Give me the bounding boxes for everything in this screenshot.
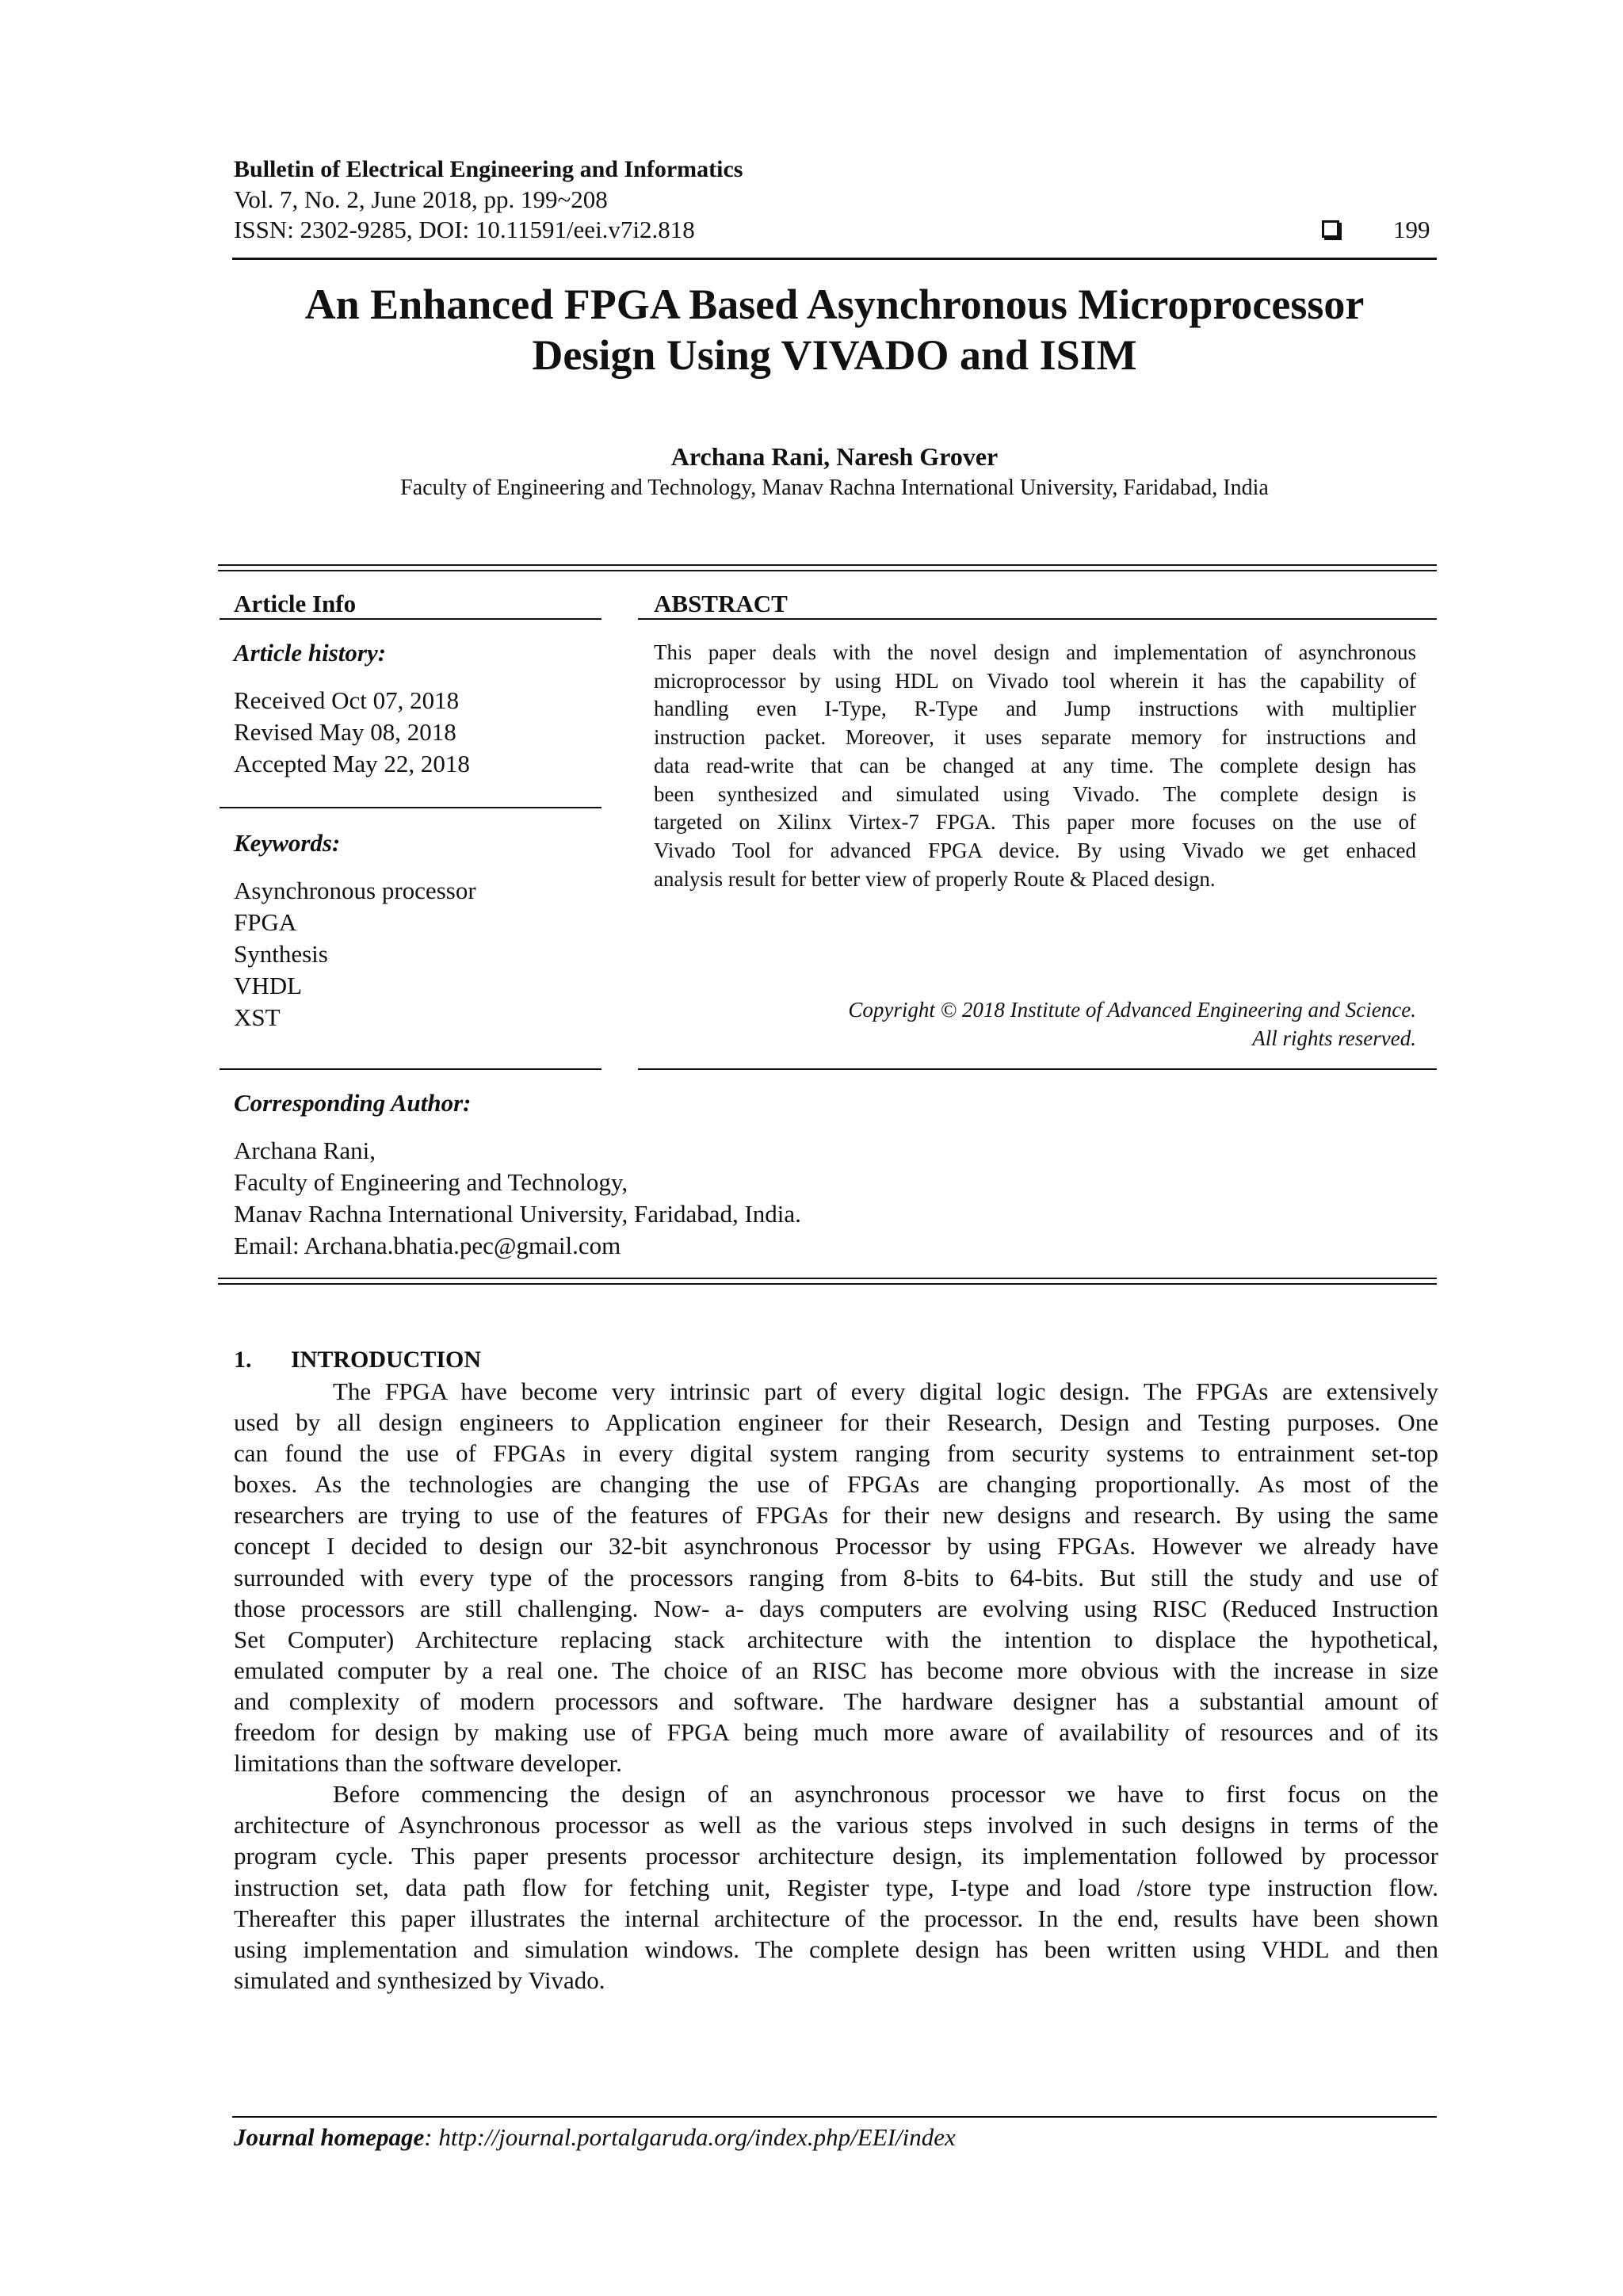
author-detail-line: Faculty of Engineering and Technology,: [234, 1168, 628, 1196]
journal-issn: ISSN: 2302-9285, DOI: 10.11591/eei.v7i2.818: [234, 216, 695, 243]
body-line: simulated and synthesized by Vivado.: [234, 1966, 605, 1994]
info-box-bottom-rule: [218, 1278, 1437, 1285]
abstract-line: Vivado Tool for advanced FPGA device. By using Vivado we get enhaced: [654, 838, 1416, 862]
copyright-notice: [654, 995, 1416, 1052]
article-info-heading: Article Info: [234, 590, 357, 617]
abstract-text: [654, 639, 1416, 893]
corresponding-author-details: [234, 1135, 801, 1262]
page-number: 199: [1393, 216, 1430, 243]
journal-volume: Vol. 7, No. 2, June 2018, pp. 199~208: [234, 185, 608, 213]
body-line: Set Computer) Architecture replacing stack architecture with the intention to displace the hypothetical,: [234, 1625, 1438, 1653]
keywords-end-rule: [220, 1068, 601, 1070]
abstract-line: instruction packet. Moreover, it uses separate memory for instructions and: [654, 725, 1416, 750]
article-history-list: [234, 685, 470, 780]
body-line: researchers are trying to use of the features of FPGAs for their new designs and research. By using the same: [234, 1501, 1438, 1530]
abstract-line: handling even I-Type, R-Type and Jump instructions with multiplier: [654, 697, 1416, 721]
body-line: The FPGA have become very intrinsic part of every digital logic design. The FPGAs are extensively: [333, 1377, 1438, 1405]
body-line: concept I decided to design our 32-bit asynchronous Processor by using FPGAs. However we already have: [234, 1532, 1438, 1561]
keyword-item: XST: [234, 1003, 281, 1031]
header-rule: [232, 258, 1437, 260]
corresponding-author-heading: Corresponding Author:: [234, 1089, 472, 1117]
footer-rule: [232, 2116, 1437, 2118]
author-email: Email: Archana.bhatia.pec@gmail.com: [234, 1232, 621, 1259]
body-line: instruction set, data path flow for fetching unit, Register type, I-type and load /store type instruction flow.: [234, 1873, 1438, 1901]
body-line: emulated computer by a real one. The choice of an RISC has become more obvious with the increase in size: [234, 1656, 1438, 1684]
keywords-heading: Keywords:: [234, 829, 341, 857]
section-number: 1.: [234, 1347, 252, 1373]
abstract-line: analysis result for better view of properly Route & Placed design.: [654, 866, 1216, 891]
body-line: boxes. As the technologies are changing the use of FPGAs are changing proportionally. As most of the: [234, 1470, 1438, 1499]
abstract-line: been synthesized and simulated using Vivado. The complete design is: [654, 781, 1416, 806]
abstract-rule: [638, 618, 1437, 620]
body-line: limitations than the software developer.: [234, 1749, 622, 1778]
body-line: can found the use of FPGAs in every digital system ranging from security systems to entrainment set-top: [234, 1439, 1438, 1468]
body-line: architecture of Asynchronous processor as well as the various steps involved in such designs in terms of the: [234, 1811, 1438, 1839]
introduction-body: [234, 1376, 1438, 1996]
history-item: Revised May 08, 2018: [234, 718, 456, 746]
copyright-line: All rights reserved.: [1252, 1026, 1416, 1050]
abstract-line: microprocessor by using HDL on Vivado tool wherein it has the capability of: [654, 668, 1416, 693]
body-line: surrounded with every type of the processors ranging from 8-bits to 64-bits. But still the study and use of: [234, 1563, 1438, 1591]
abstract-end-rule: [638, 1068, 1437, 1070]
author-detail-line: Manav Rachna International University, Faridabad, India.: [234, 1200, 801, 1228]
title-line: Design Using VIVADO and ISIM: [532, 331, 1137, 379]
journal-homepage-label: Journal homepage: [234, 2123, 425, 2151]
article-info-rule: [220, 618, 601, 620]
author-detail-line: Archana Rani,: [234, 1137, 376, 1164]
abstract-line: data read-write that can be changed at any time. The complete design has: [654, 753, 1416, 777]
info-box-top-rule: [218, 564, 1437, 571]
body-line: those processors are still challenging. Now- a- days computers are evolving using RISC (Reduced Instruction: [234, 1594, 1438, 1622]
copyright-line: Copyright © 2018 Institute of Advanced Engineering and Science.: [848, 998, 1416, 1022]
keywords-list: [234, 875, 476, 1033]
body-line: Before commencing the design of an asynchronous processor we have to first focus on the: [333, 1780, 1438, 1809]
keyword-item: Asynchronous processor: [234, 877, 476, 904]
body-line: and complexity of modern processors and software. The hardware designer has a substantial amount of: [234, 1687, 1438, 1715]
journal-homepage: [234, 2122, 956, 2153]
body-line: program cycle. This paper presents processor architecture design, its implementation followed by processor: [234, 1842, 1438, 1870]
keyword-item: FPGA: [234, 908, 297, 936]
keywords-rule: [220, 807, 601, 808]
abstract-line: targeted on Xilinx Virtex-7 FPGA. This paper more focuses on the use of: [654, 810, 1416, 835]
history-item: Accepted May 22, 2018: [234, 750, 470, 777]
keyword-item: VHDL: [234, 972, 303, 999]
section-title: INTRODUCTION: [291, 1347, 482, 1373]
article-history-heading: Article history:: [234, 639, 387, 667]
body-line: Thereafter this paper illustrates the internal architecture of the processor. In the end, results have been shown: [234, 1904, 1438, 1932]
journal-homepage-url[interactable]: : http://journal.portalgaruda.org/index.php/EEI/index: [424, 2123, 956, 2151]
affiliation: Faculty of Engineering and Technology, Manav Rachna International University, Faridabad, India: [400, 476, 1269, 500]
square-box-icon: [1322, 220, 1339, 238]
introduction-heading: [234, 1346, 481, 1374]
abstract-heading: ABSTRACT: [654, 590, 788, 617]
authors: Archana Rani, Naresh Grover: [670, 442, 999, 471]
title-line: An Enhanced FPGA Based Asynchronous Microprocessor: [304, 281, 1365, 328]
history-item: Received Oct 07, 2018: [234, 686, 460, 714]
abstract-line: This paper deals with the novel design and implementation of asynchronous: [654, 640, 1416, 664]
body-line: freedom for design by making use of FPGA being much more aware of availability of resources and of its: [234, 1718, 1438, 1747]
body-line: used by all design engineers to Application engineer for their Research, Design and Testing purposes. One: [234, 1408, 1438, 1437]
keyword-item: Synthesis: [234, 940, 328, 968]
journal-name: Bulletin of Electrical Engineering and Informatics: [234, 156, 743, 182]
paper-title: [232, 279, 1437, 380]
body-line: using implementation and simulation windows. The complete design has been written using VHDL and then: [234, 1935, 1438, 1963]
